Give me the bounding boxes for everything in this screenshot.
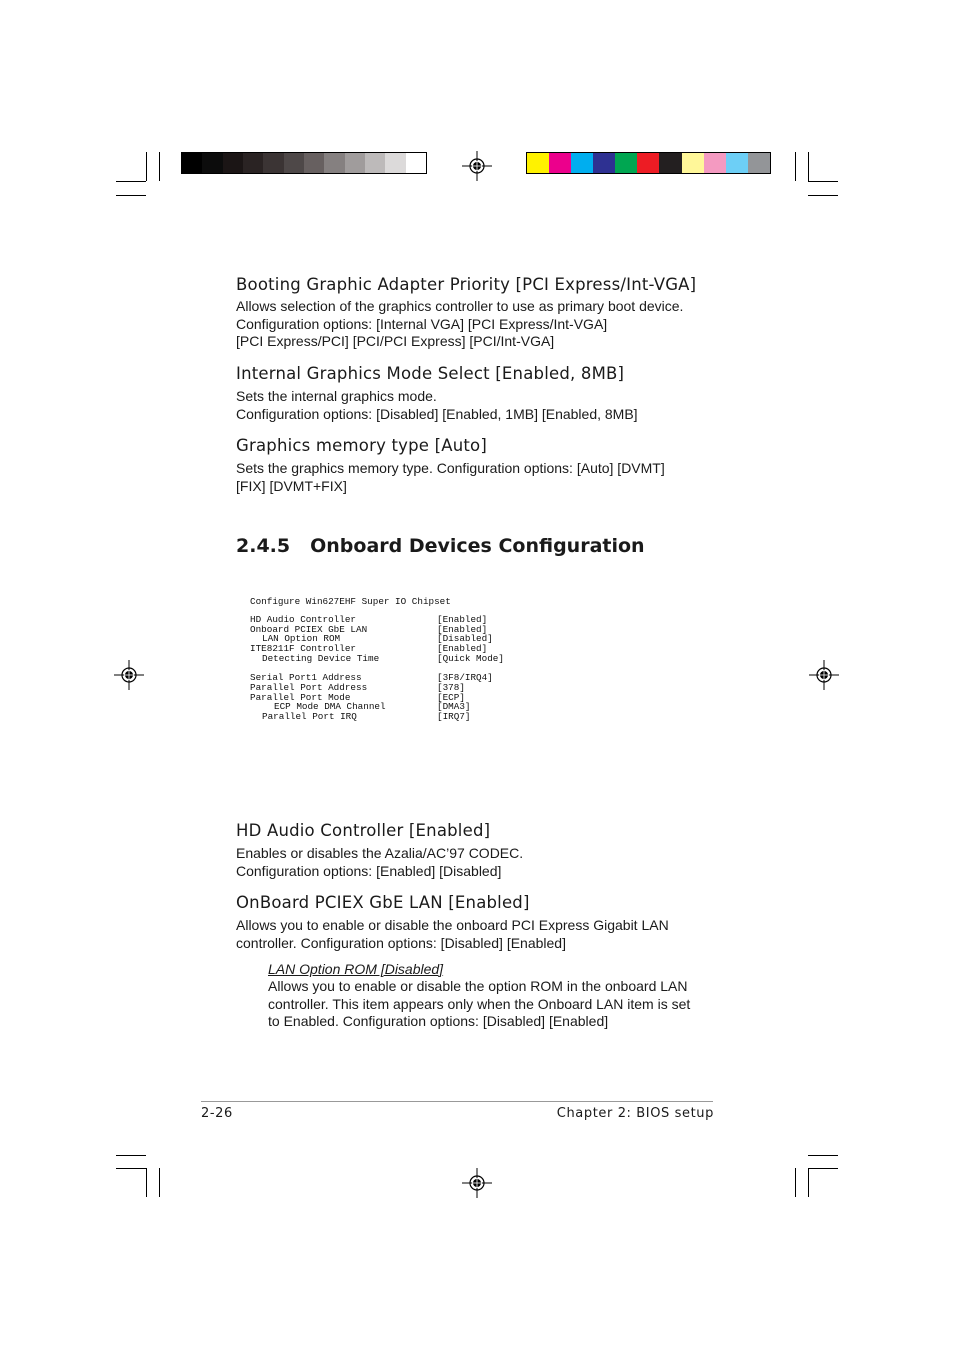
bios-setting-value: [Disabled] [437,633,493,645]
gray-swatch [202,153,222,173]
text-line: Allows you to enable or disable the onboard PCI Express Gigabit LAN [236,917,669,933]
bios-setting-label: LAN Option ROM [262,633,341,645]
gray-swatch [243,153,263,173]
bios-setting-value: [Quick Mode] [437,652,504,664]
gray-swatch [385,153,405,173]
color-swatch [682,153,704,173]
text-line: [FIX] [DVMT+FIX] [236,477,347,494]
section-number: 2.4.5 [236,535,291,557]
chapter-title: Chapter 2: BIOS setup [556,1106,714,1121]
color-swatch [615,153,637,173]
text-line: Configuration options: [Disabled] [Enabled, 1MB] [Enabled, 8MB] [236,405,638,422]
bios-setting-label: ECP Mode DMA Channel [274,701,386,713]
lan-option-rom-subheading: LAN Option ROM [Disabled] [268,961,444,977]
registration-mark-icon [462,1168,492,1198]
text-line: Configuration options: [Internal VGA] [PCI Express/Int-VGA] [236,315,608,332]
color-swatch [527,153,549,173]
gray-swatch [182,153,202,173]
text-line: controller. This item appears only when the Onboard LAN item is set [268,995,691,1012]
bios-setting-value: [ECP] [437,691,465,703]
bios-setting-label: Parallel Port Mode [250,691,351,703]
gray-swatch [324,153,344,173]
internal-graphics-heading: Internal Graphics Mode Select [Enabled, 8MB] [236,364,625,383]
bios-setting-value: [Enabled] [437,614,488,625]
bios-setting-label: Serial Port1 Address [250,672,362,684]
text-line: [PCI Express/PCI] [PCI/PCI Express] [PCI/Int-VGA] [236,333,555,349]
color-swatch [571,153,593,173]
gray-swatch [263,153,283,173]
text-line: Sets the internal graphics mode. [236,388,437,404]
hd-audio-description [236,845,523,880]
memory-type-description [236,460,665,495]
bios-setting-value: [3F8/IRQ4] [437,672,493,684]
text-line: Allows you to enable or disable the option ROM in the onboard LAN [268,978,688,994]
bios-setting-label: HD Audio Controller [250,614,357,625]
text-line: Allows selection of the graphics controller to use as primary boot device. [236,298,684,314]
footer-rule [201,1101,713,1102]
text-line: Enables or disables the Azalia/AC’97 CODEC. [236,845,524,861]
gray-swatch [304,153,324,173]
bios-setting-value: [Enabled] [437,643,488,655]
gray-swatch [223,153,243,173]
memory-type-heading: Graphics memory type [Auto] [236,436,487,455]
gray-swatch [365,153,385,173]
section-title: Onboard Devices Configuration [310,535,645,557]
bios-setting-value: [Enabled] [437,623,488,635]
booting-adapter-description [236,298,683,351]
registration-mark-icon [462,151,492,181]
section-heading-onboard-devices [236,535,645,557]
gray-swatch [345,153,365,173]
text-line: to Enabled. Configuration options: [Disabled] [Enabled] [268,1013,609,1029]
gbe-lan-description [236,917,669,952]
bios-setting-value: [378] [437,681,465,693]
color-swatch [659,153,681,173]
color-swatch [637,153,659,173]
internal-graphics-description [236,388,638,423]
bios-screen-header: Configure Win627EHF Super IO Chipset [250,596,451,607]
bios-setting-label: Parallel Port IRQ [262,711,357,722]
registration-mark-icon [114,660,144,690]
color-swatch [704,153,726,173]
color-swatch [549,153,571,173]
grayscale-calibration-bar [181,152,427,174]
gbe-lan-heading: OnBoard PCIEX GbE LAN [Enabled] [236,893,530,912]
registration-mark-icon [809,660,839,690]
color-calibration-bar [526,152,771,174]
color-swatch [726,153,748,173]
booting-adapter-heading: Booting Graphic Adapter Priority [PCI Express/Int-VGA] [236,275,697,294]
text-line: Configuration options: [Enabled] [Disabled] [236,862,502,879]
gray-swatch [406,153,426,173]
color-swatch [593,153,615,173]
color-swatch [748,153,770,173]
bios-setting-value: [DMA3] [437,701,471,713]
bios-setting-label: ITE8211F Controller [250,643,357,655]
lan-option-rom-description [268,978,690,1031]
hd-audio-heading: HD Audio Controller [Enabled] [236,821,491,840]
bios-setting-label: Parallel Port Address [250,681,368,693]
gray-swatch [284,153,304,173]
text-line: Sets the graphics memory type. Configuration options: [Auto] [DVMT] [236,460,665,476]
bios-setting-value: [IRQ7] [437,711,471,722]
bios-setting-label: Detecting Device Time [262,652,380,664]
page-number: 2-26 [201,1106,233,1121]
bios-setting-label: Onboard PCIEX GbE LAN [250,623,368,635]
text-line: controller. Configuration options: [Disabled] [Enabled] [236,934,566,951]
